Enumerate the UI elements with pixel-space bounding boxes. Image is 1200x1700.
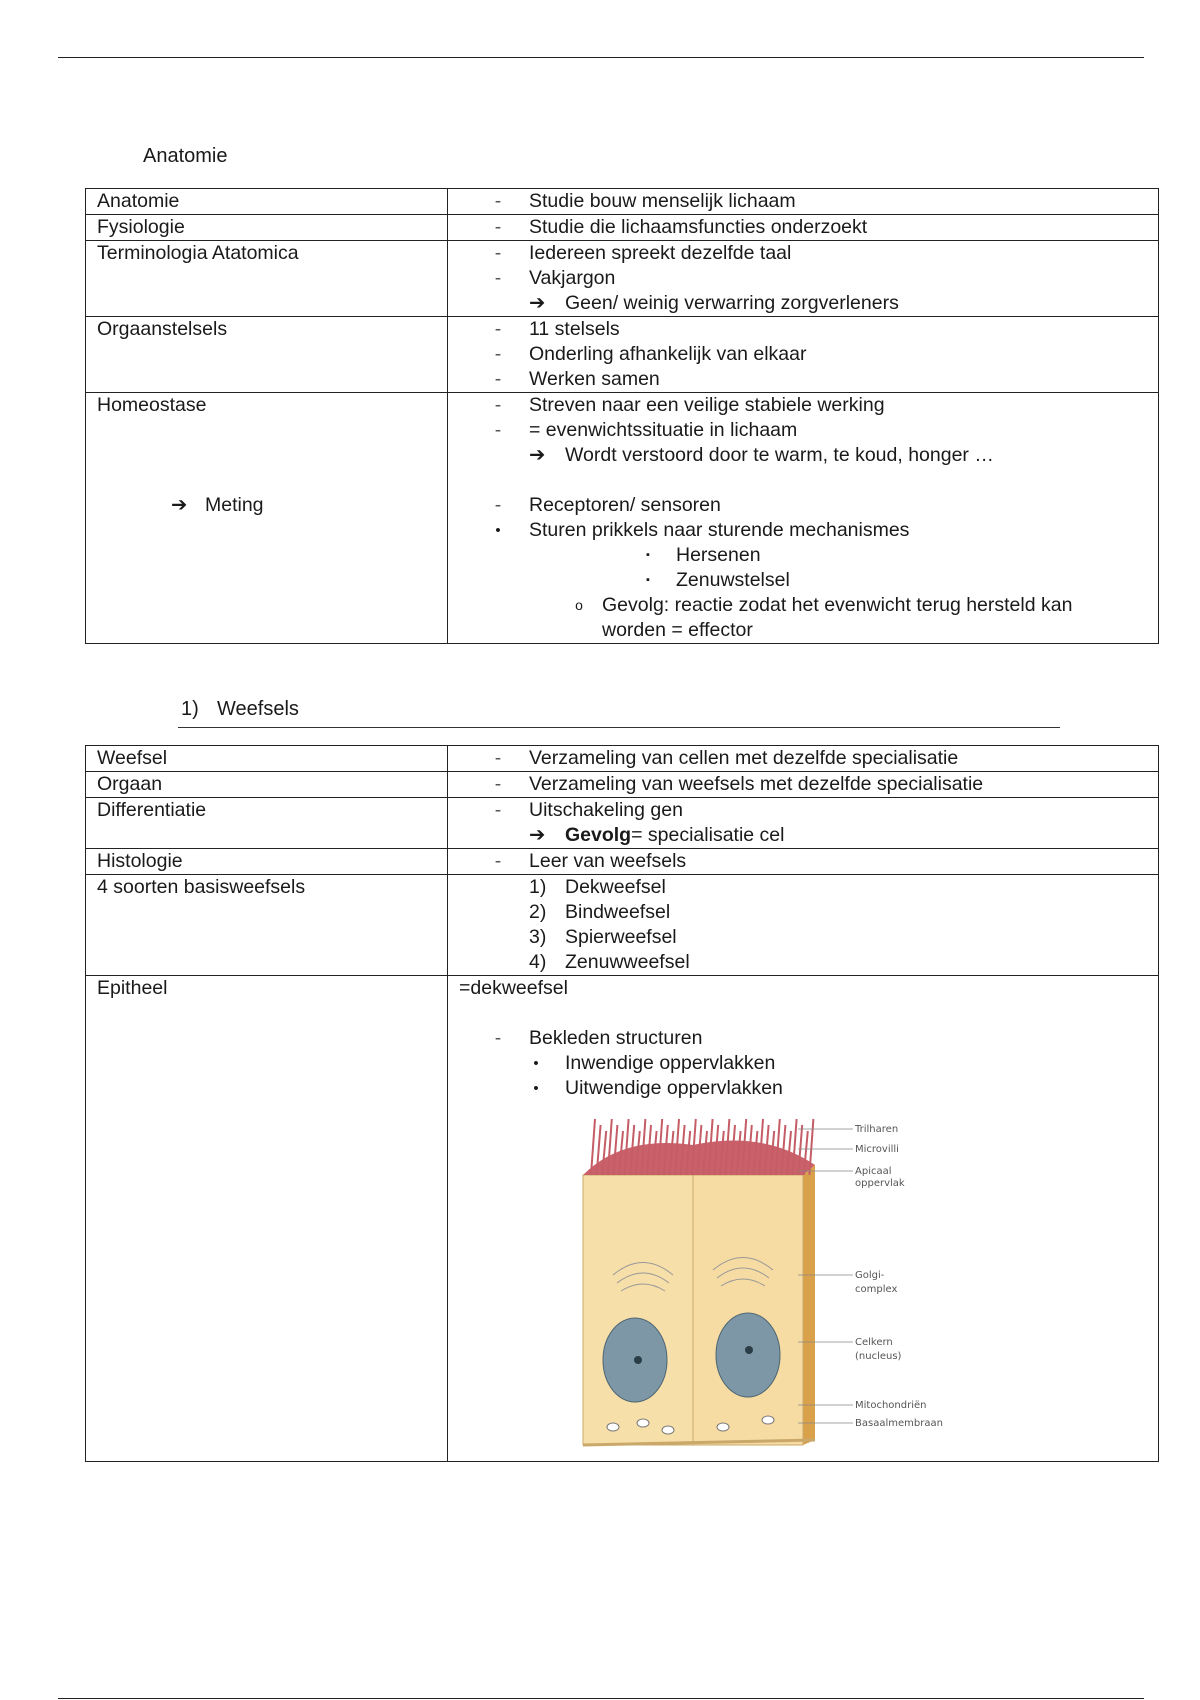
- bullet2-marker: •: [533, 1080, 539, 1097]
- epithelium-illustration: [563, 1105, 983, 1455]
- figure-label: complex: [855, 1284, 898, 1295]
- table-row: [86, 849, 1159, 875]
- list-item: [448, 746, 1158, 771]
- list-item: [448, 443, 1158, 468]
- footer-rule: [58, 1698, 1144, 1699]
- dash-marker: -: [494, 850, 502, 872]
- list-item: [448, 618, 1158, 643]
- dash-marker: -: [494, 267, 502, 289]
- list-item: [448, 772, 1158, 797]
- term-cell: [86, 393, 448, 644]
- dash-marker: -: [494, 773, 502, 795]
- list-item: [448, 189, 1158, 214]
- term-label: Histologie: [97, 850, 183, 872]
- definition-cell: [448, 875, 1159, 976]
- list-number: 3): [529, 926, 547, 948]
- item-text: Sturen prikkels naar sturende mechanismes: [529, 519, 910, 541]
- dash-marker: -: [494, 394, 502, 416]
- item-text: Zenuwstelsel: [676, 569, 790, 591]
- heading-underline: [178, 727, 1060, 728]
- item-text: Uitwendige oppervlakken: [565, 1077, 783, 1099]
- list-item: [448, 518, 1158, 543]
- list-item: [448, 342, 1158, 367]
- definition-cell: [448, 746, 1159, 772]
- dash-marker: -: [494, 494, 502, 516]
- item-text: Studie die lichaamsfuncties onderzoekt: [529, 216, 868, 238]
- item-text: Inwendige oppervlakken: [565, 1052, 776, 1074]
- cell-right: [693, 1175, 803, 1445]
- table-row: [86, 772, 1159, 798]
- dash-marker: -: [494, 419, 502, 441]
- item-text: Uitschakeling gen: [529, 799, 683, 821]
- item-text: =dekweefsel: [459, 977, 568, 999]
- list-number: 2): [529, 901, 547, 923]
- list-item: [448, 241, 1158, 266]
- dash-marker: -: [494, 242, 502, 264]
- list-item: [448, 568, 1158, 593]
- definition-cell: [448, 976, 1159, 1462]
- anatomie-table: [85, 188, 1159, 644]
- list-item: [448, 418, 1158, 443]
- list-item: [448, 1051, 1158, 1076]
- list-item: [448, 266, 1158, 291]
- list-item: [448, 1026, 1158, 1051]
- definition-cell: [448, 317, 1159, 393]
- term-cell: [86, 798, 448, 849]
- list-item: [448, 543, 1158, 568]
- figure-label: Microvilli: [855, 1144, 899, 1155]
- term-label: Orgaanstelsels: [97, 318, 228, 340]
- list-item: [448, 215, 1158, 240]
- item-text: Werken samen: [529, 368, 660, 390]
- term-label: Epitheel: [97, 977, 168, 999]
- definition-cell: [448, 189, 1159, 215]
- figure-label: Mitochondriën: [855, 1400, 927, 1411]
- figure-label: Trilharen: [855, 1124, 899, 1135]
- figure-label: Golgi-: [855, 1270, 885, 1281]
- figure-label: Basaalmembraan: [855, 1418, 943, 1429]
- list-item: [448, 823, 1158, 848]
- bullet2-marker: •: [533, 1055, 539, 1072]
- dash-marker: -: [494, 318, 502, 340]
- term-label: Differentiatie: [97, 799, 207, 821]
- table-row: [86, 976, 1159, 1462]
- nucleus-right: [716, 1313, 780, 1397]
- item-text: = evenwichtssituatie in lichaam: [529, 419, 798, 441]
- term-cell: [86, 317, 448, 393]
- section-heading-anatomie: Anatomie: [143, 145, 228, 167]
- item-text: 11 stelsels: [529, 318, 620, 340]
- list-item: [448, 900, 1158, 925]
- figure-label: Celkern: [855, 1337, 893, 1348]
- item-text: Studie bouw menselijk lichaam: [529, 190, 796, 212]
- definition-cell: [448, 393, 1159, 644]
- cell-left: [583, 1175, 693, 1445]
- term-label: 4 soorten basisweefsels: [97, 876, 306, 898]
- dash-marker: -: [494, 343, 502, 365]
- circle-marker: o: [575, 597, 583, 613]
- item-text: worden = effector: [602, 619, 753, 641]
- bullet-marker: •: [495, 522, 501, 539]
- term-label: Homeostase: [97, 394, 207, 416]
- section-number: 1): [181, 698, 199, 720]
- item-text: Bekleden structuren: [529, 1027, 703, 1049]
- item-text: Zenuwweefsel: [565, 951, 690, 973]
- table-row: [86, 241, 1159, 317]
- definition-cell: [448, 849, 1159, 875]
- list-item: [448, 950, 1158, 975]
- list-item: [448, 317, 1158, 342]
- table-row: [86, 189, 1159, 215]
- figure-label: Apicaal: [855, 1166, 892, 1177]
- item-text: Wordt verstoord door te warm, te koud, honger …: [565, 444, 994, 466]
- square-marker: ▪: [646, 549, 650, 561]
- item-text: Verzameling van cellen met dezelfde specialisatie: [529, 747, 959, 769]
- table-row: [86, 317, 1159, 393]
- item-text: Onderling afhankelijk van elkaar: [529, 343, 807, 365]
- list-item: [448, 925, 1158, 950]
- list-item: [448, 976, 1158, 1001]
- item-text: Bindweefsel: [565, 901, 671, 923]
- list-item: [448, 849, 1158, 874]
- term-cell: [86, 189, 448, 215]
- table-row: [86, 393, 1159, 644]
- arrow-marker: ➔: [171, 494, 188, 516]
- list-item: [448, 291, 1158, 316]
- table-row: [86, 875, 1159, 976]
- item-text: Leer van weefsels: [529, 850, 687, 872]
- list-item: [448, 798, 1158, 823]
- item-text: Streven naar een veilige stabiele werking: [529, 394, 885, 416]
- term-label: Anatomie: [97, 190, 180, 212]
- dash-marker: -: [494, 799, 502, 821]
- table-row: [86, 746, 1159, 772]
- bold-text: Gevolg: [565, 824, 632, 846]
- list-number: 1): [529, 876, 547, 898]
- term-cell: [86, 976, 448, 1462]
- term-cell: [86, 241, 448, 317]
- item-rest: = specialisatie cel: [631, 824, 785, 846]
- item-text: Spierweefsel: [565, 926, 677, 948]
- blank-line: [448, 1001, 1158, 1026]
- definition-cell: [448, 772, 1159, 798]
- term-cell: [86, 746, 448, 772]
- section-title: Weefsels: [217, 698, 299, 720]
- weefsels-table: [85, 745, 1159, 1462]
- term-cell: [86, 875, 448, 976]
- blank-line: [448, 468, 1158, 493]
- definition-cell: [448, 215, 1159, 241]
- arrow-marker: ➔: [529, 824, 546, 846]
- square-marker: ▪: [646, 574, 650, 586]
- item-text: Hersenen: [676, 544, 761, 566]
- dash-marker: -: [494, 368, 502, 390]
- definition-cell: [448, 798, 1159, 849]
- figure-label: (nucleus): [855, 1351, 902, 1362]
- arrow-marker: ➔: [529, 292, 546, 314]
- definition-cell: [448, 241, 1159, 317]
- term-cell: [86, 849, 448, 875]
- header-rule: [58, 57, 1144, 58]
- dash-marker: -: [494, 1027, 502, 1049]
- dash-marker: -: [494, 190, 502, 212]
- list-number: 4): [529, 951, 547, 973]
- table-row: [86, 798, 1159, 849]
- list-item: [448, 875, 1158, 900]
- term-label: Fysiologie: [97, 216, 185, 238]
- meting-label: [97, 493, 447, 518]
- list-item: [448, 493, 1158, 518]
- item-text: Verzameling van weefsels met dezelfde specialisatie: [529, 773, 984, 795]
- list-item: [448, 1076, 1158, 1101]
- dash-marker: -: [494, 747, 502, 769]
- term-cell: [86, 772, 448, 798]
- term-label: Orgaan: [97, 773, 163, 795]
- list-item: [448, 593, 1158, 618]
- item-text: [565, 823, 784, 848]
- item-text: Geen/ weinig verwarring zorgverleners: [565, 292, 899, 314]
- arrow-marker: ➔: [529, 444, 546, 466]
- figure-label: oppervlak: [855, 1178, 905, 1189]
- item-text: Gevolg: reactie zodat het evenwicht terug hersteld kan: [602, 594, 1073, 616]
- epithelium-figure: [448, 1101, 1158, 1461]
- table-row: [86, 215, 1159, 241]
- term-label: Terminologia Atatomica: [97, 242, 299, 264]
- list-item: [448, 393, 1158, 418]
- item-text: Vakjargon: [529, 267, 616, 289]
- subterm-label: Meting: [205, 494, 264, 516]
- item-text: Receptoren/ sensoren: [529, 494, 721, 516]
- item-text: Dekweefsel: [565, 876, 666, 898]
- item-text: Iedereen spreekt dezelfde taal: [529, 242, 792, 264]
- dash-marker: -: [494, 216, 502, 238]
- section-heading-weefsels: [181, 698, 299, 721]
- list-item: [448, 367, 1158, 392]
- term-cell: [86, 215, 448, 241]
- term-label: Weefsel: [97, 747, 168, 769]
